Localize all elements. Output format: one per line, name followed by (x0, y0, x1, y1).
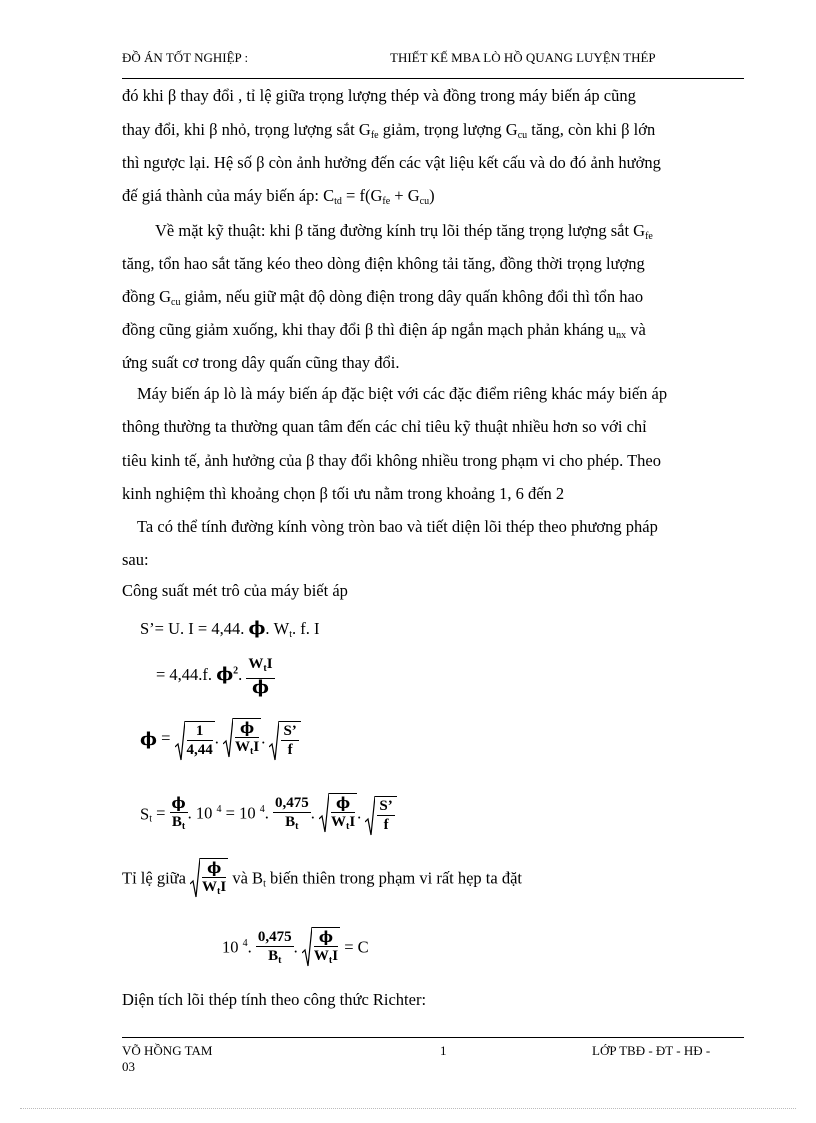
fraction (187, 722, 213, 759)
text-run: I (266, 656, 273, 672)
para2-line5: ứng suất cơ trong dây quấn cũng thay đổi. (122, 353, 400, 372)
subscript: t (263, 878, 266, 890)
header-rule (122, 78, 744, 79)
radical-sign (269, 721, 279, 761)
text-run: biến thiên trong phạm vi rất hẹp ta đặt (265, 868, 522, 888)
text-run: = C (340, 937, 369, 957)
para2-line1 (155, 221, 653, 242)
text-run: = (156, 728, 175, 748)
square-root (319, 793, 357, 836)
text-run: S (283, 722, 292, 739)
fraction (281, 722, 298, 759)
numerator: 0,475 (257, 928, 292, 945)
footer-author: VÕ HỒNG TAM (122, 1043, 213, 1058)
subscript: t (149, 813, 152, 825)
equation-1 (140, 618, 320, 640)
para3-line1: Máy biến áp lò là máy biến áp đặc biệt với các đặc điểm riêng khác máy biến áp (137, 384, 668, 403)
equation-2 (156, 655, 275, 697)
footer-author-cont: 03 (122, 1059, 135, 1074)
para4-line2: sau: (122, 550, 149, 569)
para1-line3: thì ngược lại. Hệ số β còn ảnh hưởng đến các vật liệu kết cấu và do đó ảnh hưởng (122, 153, 661, 172)
phi-symbol: ϕ (248, 618, 266, 639)
numerator: 1 (187, 722, 213, 741)
subscript: t (181, 820, 186, 832)
text-run: . (261, 728, 270, 748)
subscript: t (278, 954, 282, 966)
subscript: fe (645, 231, 653, 242)
text-run: . (247, 937, 256, 957)
fraction (331, 794, 355, 836)
numerator: 0,475 (274, 794, 309, 811)
text-run: đồng cũng giảm xuống, khi thay đổi β thì điện áp ngắn mạch phản kháng u (122, 320, 617, 339)
para1-line2 (122, 120, 655, 141)
footer-rule (122, 1037, 744, 1038)
phi-symbol: ϕ (140, 729, 157, 750)
text-run: 10 (222, 937, 243, 957)
equation-3 (140, 718, 301, 761)
prime: ’ (291, 722, 297, 739)
para1-line1: đó khi β thay đổi , tỉ lệ giữa trọng lượng thép và đồng trong máy biến áp cũng (122, 86, 636, 105)
square-root (269, 721, 300, 759)
square-root (365, 796, 396, 834)
phi-symbol: ϕ (331, 794, 355, 813)
para2-line2: tăng, tổn hao sắt tăng kéo theo dòng điện không tải tăng, đồng thời trọng lượng (122, 254, 645, 273)
text-run: S (140, 804, 150, 824)
text-run: B (268, 947, 279, 964)
radical-sign (175, 721, 185, 761)
denominator: 4,44 (186, 741, 213, 758)
radical-sign (223, 718, 233, 758)
subscript: t (217, 886, 221, 897)
para1-line4 (122, 186, 435, 207)
radical-sign (365, 796, 375, 836)
superscript: 4 (259, 803, 265, 815)
text-run: I (220, 879, 227, 895)
denominator: f (383, 816, 389, 833)
text-run: I (349, 814, 356, 830)
subscript: cu (517, 130, 528, 141)
subscript: t (289, 629, 293, 640)
radical-sign (190, 858, 200, 898)
equation-4 (140, 793, 397, 836)
text-run: tăng, còn khi β lớn (527, 120, 656, 139)
subscript: t (328, 955, 333, 966)
phi-symbol: ϕ (216, 663, 234, 685)
fraction (202, 859, 226, 901)
subscript: nx (616, 330, 627, 341)
phi-symbol: ϕ (235, 719, 259, 738)
phi-symbol: ϕ (314, 928, 338, 947)
subscript: t (263, 663, 267, 674)
text-run: . (214, 728, 224, 748)
text-run: = (151, 803, 170, 823)
text-run: Tỉ lệ giữa (122, 868, 191, 888)
header-left: ĐỒ ÁN TỐT NGHIỆP : (122, 50, 249, 65)
richter-line: Diện tích lõi thép tính theo công thức Richter: (122, 990, 427, 1009)
subscript: cu (171, 297, 181, 308)
text-run: ) (429, 186, 435, 205)
text-run: Về mặt kỹ thuật: khi β tăng đường kính trụ lõi thép tăng trọng lượng sắt G (155, 221, 646, 240)
prime: ’ (387, 797, 393, 814)
fraction (235, 719, 259, 761)
text-run: B (171, 813, 182, 830)
fraction (273, 794, 311, 836)
subscript: cu (419, 196, 430, 207)
superscript: 2 (233, 665, 239, 677)
subscript: td (334, 196, 342, 207)
text-run: và (626, 320, 646, 339)
ratio-line (122, 858, 522, 901)
para3-line2: thông thường ta thường quan tâm đến các chỉ tiêu kỹ thuật nhiều hơn so với chỉ (122, 417, 647, 436)
square-root (302, 927, 340, 970)
superscript: 4 (242, 937, 248, 949)
square-root (223, 718, 261, 761)
text-run: S (379, 797, 388, 814)
text-run: = 10 (221, 803, 260, 823)
radical-sign (302, 927, 312, 967)
text-run: W (235, 739, 251, 755)
text-run: giảm, nếu giữ mật độ dòng điện trong dây quấn không đổi thì tổn hao (180, 287, 644, 306)
square-root (190, 858, 228, 901)
text-run: và B (232, 868, 264, 888)
subscript: t (295, 820, 299, 832)
para2-line3 (122, 287, 643, 308)
denominator: f (287, 741, 293, 758)
para3-line3: tiêu kinh tế, ảnh hưởng của β thay đổi không nhiều trong phạm vi cho phép. Theo (122, 451, 661, 470)
radical-sign (319, 793, 329, 833)
fraction (246, 655, 274, 697)
text-run: = 4,44.f. (156, 664, 217, 684)
text-run: . 10 (187, 803, 217, 823)
fraction (256, 928, 294, 970)
text-run: W (330, 814, 346, 830)
page-number: 1 (440, 1043, 447, 1058)
text-run: S’= U. I = 4,44. (140, 619, 249, 638)
text-run: = f(G (341, 186, 383, 205)
subscript: t (345, 821, 350, 832)
text-run: W (248, 656, 264, 672)
text-run: giảm, trọng lượng G (378, 120, 518, 139)
text-run: . f. I (292, 619, 320, 638)
fraction (377, 797, 394, 834)
text-run: . W (265, 619, 290, 638)
para3-line4: kinh nghiệm thì khoảng chọn β tối ưu nằm trong khoảng 1, 6 đến 2 (122, 484, 565, 503)
para2-line4 (122, 320, 646, 341)
text-run: I (253, 739, 260, 755)
para4-line1: Ta có thể tính đường kính vòng tròn bao và tiết diện lõi thép theo phương pháp (137, 517, 658, 536)
subscript: fe (370, 130, 379, 141)
footer-class: LỚP TBĐ - ĐT - HĐ - (592, 1043, 711, 1058)
text-run: B (285, 813, 296, 830)
fraction (314, 928, 338, 970)
text-run: đế giá thành của máy biến áp: C (122, 186, 335, 205)
text-run: W (313, 948, 329, 964)
text-run: . (293, 937, 302, 957)
power-title: Công suất mét trô của máy biết áp (122, 581, 348, 600)
text-run: . (264, 803, 273, 823)
text-run: W (202, 879, 218, 895)
fraction (170, 794, 188, 836)
text-run: + G (390, 186, 420, 205)
text-run: . (238, 664, 247, 684)
phi-symbol: ϕ (252, 677, 269, 698)
text-run: . (310, 803, 319, 823)
equation-5 (222, 927, 369, 970)
phi-symbol: ϕ (202, 859, 226, 878)
phi-symbol: ϕ (171, 793, 186, 812)
page-edge (20, 1108, 796, 1109)
subscript: t (250, 746, 254, 757)
text-run: đồng G (122, 287, 172, 306)
header-right: THIẾT KẾ MBA LÒ HỒ QUANG LUYỆN THÉP (390, 50, 656, 65)
text-run: . (357, 803, 366, 823)
superscript: 4 (216, 803, 222, 815)
square-root (175, 721, 215, 759)
text-run: I (332, 948, 339, 964)
subscript: fe (382, 196, 391, 207)
text-run: thay đổi, khi β nhỏ, trọng lượng sắt G (122, 120, 371, 139)
